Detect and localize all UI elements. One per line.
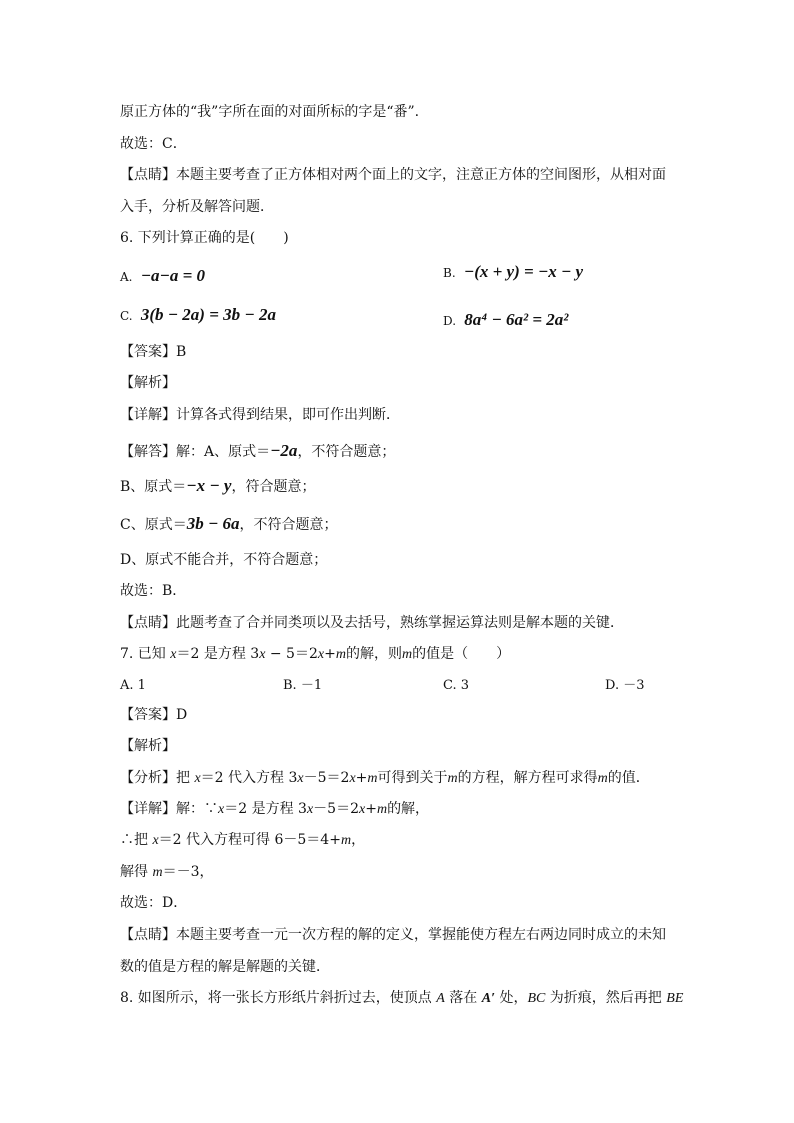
var: m (340, 833, 352, 848)
text: B、原式＝ (120, 479, 187, 495)
text-line (120, 862, 214, 883)
option-label: C. (120, 309, 133, 323)
option-7b: B. －1 (283, 678, 323, 693)
text: − 5＝2 (265, 646, 318, 662)
analysis-heading: 【解析】 (120, 738, 176, 754)
var: x (358, 802, 366, 817)
text: 【详解】解：∵ (120, 801, 218, 817)
var: BC (527, 991, 546, 1006)
text-line: 故选：B． (120, 583, 187, 599)
text-line: 故选：C． (120, 136, 187, 152)
var: x (349, 771, 356, 786)
option-label: B. (443, 266, 456, 280)
text: 的解， (387, 801, 430, 817)
text: 8. 如图所示，将一张长方形纸片斜折过去，使顶点 (120, 990, 437, 1006)
text-line: 故选：D． (120, 895, 188, 911)
question-6: 6. 下列计算正确的是( ) (120, 230, 289, 246)
text: ＝2 是方程 3 (176, 646, 260, 662)
option-7d: D. －3 (605, 678, 645, 693)
text: ∴把 (120, 832, 153, 848)
text: 【解答】解：A、原式＝ (120, 444, 271, 460)
text: + (355, 770, 368, 786)
text-line: 【点睛】本题主要考查一元一次方程的解的定义，掌握能使方程左右两边同时成立的未知 (120, 927, 666, 943)
math-expression: −a−a = 0 (140, 266, 206, 285)
option-6c (120, 305, 276, 327)
option-6a (120, 266, 205, 288)
var: x (317, 647, 325, 662)
var: x (218, 802, 225, 817)
text: 为折痕，然后再把 (545, 990, 667, 1006)
text: 解得 (120, 864, 153, 880)
text-line: 【点睛】本题主要考查了正方体相对两个面上的文字，注意正方体的空间图形，从相对面 (120, 167, 666, 183)
option-label: D. (443, 314, 457, 328)
option-6d (443, 310, 568, 332)
option-7c: C. 3 (443, 678, 470, 693)
text: 落在 (444, 990, 482, 1006)
math-expression: 3(b − 2a) = 3b − 2a (140, 305, 276, 324)
var: m (597, 771, 608, 786)
analysis-heading: 【解析】 (120, 375, 176, 391)
text: －5＝2 (303, 770, 350, 786)
math-expression: 3b − 6a (186, 514, 240, 533)
math-expression: 8a⁴ − 6a² = 2a² (464, 310, 569, 329)
text: ，不符合题意； (239, 517, 338, 533)
option-6b (443, 262, 583, 284)
text: ，不符合题意； (297, 444, 396, 460)
text: ＝2 是方程 3 (224, 801, 307, 817)
text: ＝2 代入方程 3 (200, 770, 298, 786)
text-line: 【详解】计算各式得到结果，即可作出判断． (120, 407, 400, 423)
math-expression: −(x + y) = −x − y (463, 262, 584, 281)
text: + (324, 646, 336, 662)
var: m (376, 802, 388, 817)
var: x (306, 802, 314, 817)
var: x (194, 771, 201, 786)
var: x (259, 647, 266, 662)
var: BE (666, 991, 684, 1006)
option-label: A. (120, 270, 133, 284)
question-8 (120, 988, 683, 1009)
var: A (436, 991, 445, 1006)
text-line: 原正方体的“我”字所在面的对面所标的字是“番”. (120, 104, 420, 120)
question-7 (120, 644, 510, 665)
text: ＝－3， (162, 864, 214, 880)
math-expression: −x − y (186, 476, 232, 495)
text: 【分析】把 (120, 770, 195, 786)
text: 7. 已知 (120, 646, 171, 662)
text-line: 【点睛】此题考查了合并同类项以及去括号，熟练掌握运算法则是解本题的关键． (120, 615, 624, 631)
text: 的方程，解方程可求得 (457, 770, 598, 786)
solution-line: D、原式不能合并，不符合题意； (120, 552, 328, 568)
answer: 【答案】B (120, 344, 187, 360)
var: x (170, 647, 177, 662)
var: m (152, 865, 163, 880)
text-line: ∴把 x＝2 代入方程可得 6－5＝4+m， (120, 832, 366, 848)
text-line: 入手，分析及解答问题． (120, 199, 274, 215)
text-line: 数的值是方程的解是解题的关键． (120, 959, 330, 975)
text-line (120, 768, 650, 789)
var: m (401, 647, 413, 662)
text: ，符合题意； (231, 479, 316, 495)
solution-line (120, 476, 315, 497)
text-line (120, 799, 429, 820)
var: A′ (481, 991, 496, 1006)
answer: 【答案】D (120, 707, 188, 723)
text: 可得到关于 (377, 770, 448, 786)
text: 的解，则 (345, 646, 402, 662)
option-7a: A. 1 (120, 678, 146, 693)
var: x (152, 833, 159, 848)
text: C、原式＝ (120, 517, 187, 533)
text: 的值． (607, 770, 650, 786)
text: －5＝2 (313, 801, 359, 817)
text: ＝2 代入方程可得 6－5＝4+ (158, 832, 341, 848)
var: x (297, 771, 304, 786)
math-expression: −2a (270, 441, 298, 460)
var: m (367, 771, 378, 786)
text: 的值是（ ） (412, 646, 511, 662)
text: + (365, 801, 377, 817)
solution-line (120, 514, 338, 535)
text: 处， (495, 990, 528, 1006)
var: m (335, 647, 346, 662)
solution-line (120, 441, 395, 462)
var: m (447, 771, 458, 786)
